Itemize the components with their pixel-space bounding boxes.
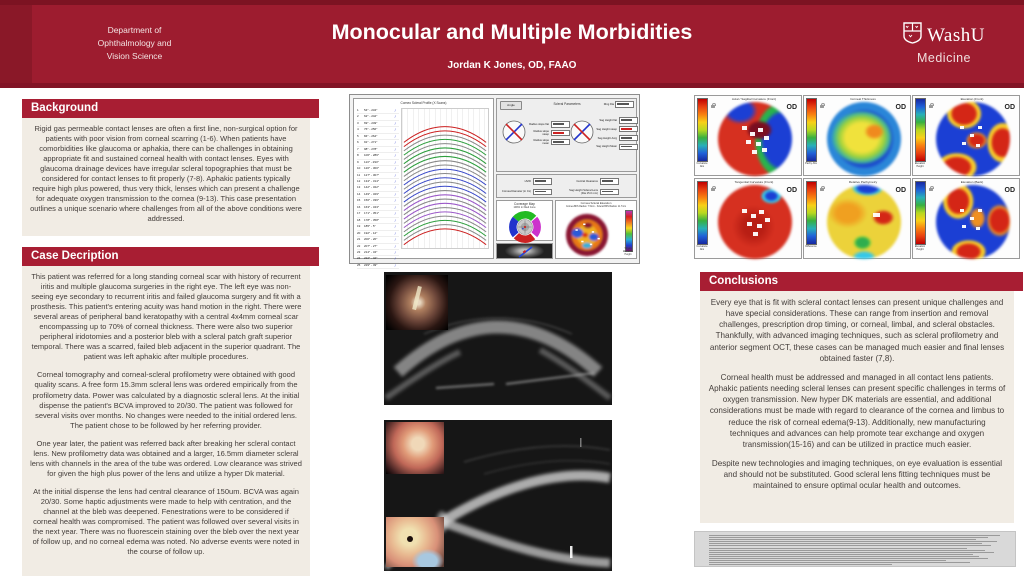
field-row (499, 178, 552, 185)
field-row (528, 121, 570, 128)
measurement-chips (742, 126, 747, 130)
field-value (619, 117, 638, 124)
scan-row: 20 192° - 12° ∕ (357, 231, 399, 237)
banner-bottom-strip (0, 83, 1024, 88)
eye-label: OD (786, 104, 797, 111)
scan-row: 5 84° - 264° ∕ (357, 134, 399, 140)
color-scale (697, 181, 708, 245)
lock-icon (929, 105, 933, 108)
scan-row: 12 134° - 314° ∕ (357, 179, 399, 185)
scan-icon: ∕ (394, 257, 397, 262)
scan-row: 23 214° - 34° ∕ (357, 250, 399, 256)
background-body (22, 118, 310, 236)
topo-map-image (830, 188, 898, 256)
reference-line (709, 560, 946, 561)
case-description-heading: Case Decription (22, 247, 319, 266)
scan-icon: ∕ (394, 231, 397, 236)
scan-icon: ∕ (394, 147, 397, 152)
scan-icon: ∕ (394, 224, 397, 229)
scan-row: 24 222° - 42° ∕ (357, 256, 399, 262)
scan-row: 22 207° - 27° ∕ (357, 244, 399, 250)
scan-icon: ∕ (394, 263, 397, 268)
eye-label: OD (895, 104, 906, 111)
radius-axis-dial (501, 119, 527, 145)
scan-row: 25 229° - 49° ∕ (357, 263, 399, 269)
field-row (499, 189, 552, 196)
reference-line (709, 556, 979, 557)
scan-row: 14 149° - 329° ∕ (357, 192, 399, 198)
map-title: Elevation (Back) (960, 180, 984, 184)
profile-curves-plot (401, 108, 489, 249)
scan-icon: ∕ (394, 128, 397, 132)
scan-icon: ∕ (394, 199, 397, 203)
field-row (566, 178, 619, 185)
scan-row: 1 54° - 234° ∕ (357, 108, 399, 114)
field-row (528, 130, 570, 137)
topo-map-image (939, 105, 1007, 173)
topo-map-corneal-thickness (803, 95, 911, 176)
case-description-body (22, 266, 310, 576)
banner-left-strip (0, 5, 32, 83)
scan-icon: ∕ (394, 140, 397, 145)
elevation-panel (555, 200, 637, 259)
conclusions-body (700, 291, 1014, 523)
reference-line (709, 548, 967, 549)
field-label: Sag Height Avrg (597, 136, 617, 140)
coverage-subtitle: 100% in fitted zone (513, 206, 536, 210)
scan-icon: ∕ (394, 205, 397, 210)
scan-icon: ∕ (394, 244, 397, 249)
color-scale (806, 181, 817, 245)
map-title: Elevation (Front) (960, 97, 984, 101)
case-paragraph-4: At the initial dispense the lens had central clearance of 150um. BCVA was again 20/30. Some haptic adjustments were made to help with centration, and the channel at the bleb was deepened. Fenestrations were to be considered if corneal health was compromised. The patient was followed over several visits in the next year. There was no fluorescein staining over the bleb over the next year of follow up, and no corneal edema was noted. No adverse events were noted in the course of follow up. (32, 486, 300, 557)
lock-icon (929, 188, 933, 191)
field-label: Sag Height Scleral Lens (Dia 15.0 mm) (569, 188, 598, 195)
ring-dia-value (615, 101, 634, 108)
reference-line (709, 550, 985, 551)
topo-map-elevation-back (912, 178, 1020, 259)
color-scale-caption: Pachy Abs (805, 162, 817, 165)
profile-title: Corneo Scleral Profile (X Scans) (400, 101, 447, 105)
measurement-chips (960, 126, 964, 129)
field-label: Radius slope steep (533, 130, 549, 137)
color-scale (915, 181, 926, 245)
topo-map-image (939, 188, 1007, 256)
eye-photo-inset (386, 275, 448, 330)
eye-label: OD (1004, 104, 1015, 111)
scan-icon: ∕ (394, 218, 397, 223)
scan-row: 17 171° - 351° ∕ (357, 211, 399, 217)
banner-top-strip (0, 0, 1024, 5)
field-row (566, 189, 619, 196)
scan-icon: ∕ (394, 134, 397, 139)
scan-row: 13 142° - 322° ∕ (357, 185, 399, 191)
eye-label: OD (895, 187, 906, 194)
reference-line (709, 535, 1000, 536)
params-title: Scleral Parameters (553, 102, 581, 106)
washu-medicine-label: Medicine (916, 51, 972, 65)
lock-icon (820, 105, 824, 108)
coverage-map-panel (496, 200, 553, 241)
poster-title: Monocular and Multiple Morbidities (331, 20, 693, 44)
scan-row: 15 156° - 336° ∕ (357, 198, 399, 204)
field-row (596, 117, 638, 124)
elevation-title: Cornea Scleral Elevation (580, 201, 612, 205)
field-row (528, 139, 570, 146)
color-scale (697, 98, 708, 162)
reference-line (709, 537, 988, 538)
department-line: Ophthalmology and (97, 38, 172, 49)
conclusions-paragraph-3: Despite new technologies and imaging techniques, on eye evaluation is essential and should not be substituted. Good scleral lens fitting techniques must be maintained to ensure optimal ocular health and outcomes. (711, 459, 1003, 491)
conclusions-heading: Conclusions (700, 272, 1023, 291)
field-label: HVID (524, 179, 531, 183)
map-title: Tangential Curvature (Front) (734, 180, 774, 184)
scan-row: 16 163° - 343° ∕ (357, 205, 399, 211)
topo-map-elevation-front (912, 95, 1020, 176)
department-line: Vision Science (106, 51, 163, 62)
color-scale-caption: Elevation Height (914, 245, 926, 251)
field-label: Radius slope mean (533, 139, 549, 146)
scan-icon: ∕ (394, 211, 397, 216)
scan-row: 4 76° - 256° ∕ (357, 127, 399, 133)
lock-icon (711, 188, 715, 191)
elevation-map (564, 212, 610, 258)
field-label: Sag Height flat (599, 118, 617, 122)
scan-row: 18 178° - 358° ∕ (357, 218, 399, 224)
reference-line (709, 562, 970, 563)
sag-axis-dial (569, 119, 595, 145)
coverage-title: Coverage Map (514, 202, 535, 206)
reference-line (709, 564, 892, 565)
eye-label: OD (1004, 187, 1015, 194)
washu-logo (878, 22, 1010, 65)
reference-line (709, 539, 976, 540)
case-paragraph-1: This patient was referred for a long standing corneal scar with history of recurrent iritis and multiple glaucoma surgeries in the right eye. The left eye was non-seeing eye secondary to recurrent iritis and failed glaucoma surgery and fit with a prosthesis. This patient's entering acuity was hand motion in the right. There were several areas of peripheral band keratopathy with a central 4x4mm corneal scar encompassing up to 70% of corneal thickness. There were also two superior peripheral iridotomies and a posterior bleb with a scleral patch graft superior temporal. There was a scarred, failed bleb adjacent in the superior quadrant. The patient was left aphakic after multiple procedures. (30, 272, 302, 362)
department-text (42, 24, 227, 64)
lock-icon (711, 105, 715, 108)
field-value (619, 135, 638, 142)
color-scale (806, 98, 817, 162)
field-label: Radius slope flat (529, 122, 549, 126)
hvid-fields (499, 178, 552, 195)
scan-row: 2 62° - 242° ∕ (357, 114, 399, 120)
color-scale-caption: Curvature Abs (696, 162, 708, 168)
topo-map-relative-pachymetry (803, 178, 911, 259)
background-paragraph: Rigid gas permeable contact lenses are often a first line, non-surgical option for patients with poor vision from corneal scarring (1-6). When patients have comorbidities like glaucoma or aphakia, there can be challenges in obtaining appropriate fit and sustained corneal health with contact lenses. Eyes with glaucoma drainage devices have irregular scleral topographies that must be considered for contact lenses to fit properly (7-8). Aphakic patients typically require high plus powered, thus very thick, lenses which can present a challenge for adequate oxygen transmission to the cornea (9-13). This case presentation outlines a unique scenario where challenges from all of the above conditions were addressed. (30, 124, 302, 224)
field-label: Sag Height Mean (596, 145, 617, 149)
measurement-fields-panel (496, 174, 637, 198)
reference-line (709, 558, 988, 559)
measurement-chips (873, 213, 880, 217)
scan-icon: ∕ (394, 121, 397, 126)
scan-icon: ∕ (394, 192, 397, 197)
topo-map-axial-curvature-front (694, 95, 802, 176)
profilometry-software-screenshot (349, 94, 640, 268)
scan-icon: ∕ (394, 160, 397, 165)
scan-row: 10 120° - 300° ∕ (357, 166, 399, 172)
field-value (533, 189, 552, 196)
scan-row: 19 185° - 5° ∕ (357, 224, 399, 230)
poster-author: Jordan K Jones, OD, FAAO (447, 60, 577, 71)
field-label: Cornea Diameter (in Cx) (501, 190, 531, 194)
scleral-parameters-panel (496, 98, 637, 172)
header-banner (0, 0, 1024, 88)
reference-line (709, 543, 982, 544)
topo-map-tangential-curvature-front (694, 178, 802, 259)
lock-icon (820, 188, 824, 191)
references-box (694, 531, 1016, 567)
scan-row: 21 200° - 20° ∕ (357, 237, 399, 243)
scan-icon: ∕ (394, 115, 397, 120)
field-value (600, 178, 619, 185)
angle-button: Angle (500, 101, 522, 110)
field-label: Sag Height steep (596, 127, 617, 131)
scan-icon: ∕ (394, 250, 397, 255)
measurement-chips (742, 209, 747, 213)
radius-fields (528, 121, 570, 145)
scan-row: 6 91° - 271° ∕ (357, 140, 399, 146)
map-title: Relative Pachymetry (848, 180, 878, 184)
field-value (533, 178, 552, 185)
conclusions-paragraph-2: Corneal health must be addressed and managed in all contact lens patients. Aphakic patients needing scleral lenses can present specific challenges in terms of oxygen transmission. New hyper DK materials are essential, and additional considerations must be made with regard to clearance of the cornea and limbus to reduce the risk of corneal edema(9-13). Additionally, new manufacturing techniques and advances can help promote tear exchange and oxygen transmission(15-16) and can be utilized in practice much easier. (708, 372, 1006, 449)
eye-preview-panel (496, 243, 553, 259)
ring-dia-field (604, 101, 634, 108)
clearance-fields (566, 178, 619, 195)
field-value (551, 139, 570, 146)
coverage-map (508, 212, 542, 242)
scan-icon: ∕ (394, 153, 397, 158)
topo-map-image (721, 188, 789, 256)
background-heading: Background (22, 99, 319, 118)
map-title: Axial / Sagittal Curvature (Front) (731, 97, 777, 101)
washu-wordmark: WashU (927, 24, 985, 46)
color-scale-caption: Difference (805, 245, 817, 248)
field-value (551, 130, 570, 137)
reference-line (709, 552, 994, 553)
scan-row: 9 113° - 293° ∕ (357, 160, 399, 166)
topo-map-image (721, 105, 789, 173)
eye-label: OD (786, 187, 797, 194)
conclusions-paragraph-1: Every eye that is fit with scleral contact lenses can present unique challenges and have special considerations. These can range from insertion and removal challenges, prescription drop timing, or corneal, limbal, and scleral obstacles. Thankfully, with advanced imaging techniques, such as scleral profilometry and anterior segment OCT, these cases can be managed much easier and final lenses obtained faster (7,8). (709, 298, 1005, 363)
field-value (619, 144, 638, 151)
department-line: Department of (107, 25, 162, 35)
color-scale-caption: Elevation Height (914, 162, 926, 168)
profile-panel (353, 98, 494, 268)
oct-image-bleb (384, 420, 612, 571)
scan-icon: ∕ (394, 237, 397, 242)
reference-line (709, 554, 973, 555)
field-label: Central Clearance (576, 179, 598, 183)
meridian-arrow (497, 244, 554, 260)
scan-row: 3 69° - 249° ∕ (357, 121, 399, 127)
scan-list (357, 108, 399, 268)
case-paragraph-3: One year later, the patient was referred back after breaking her scleral contact lens. New profilometry data was obtained and a larger, 16.5mm diameter scleral lens with channels in the area of the tube was ordered. Low clearance was strived for given the high plus power of the lens and utilize a hyper Dk material. (30, 438, 302, 478)
reference-line (709, 541, 997, 542)
topo-grid (694, 95, 1021, 260)
oct-image-cornea (384, 272, 612, 405)
color-scale-caption: Curvature Abs (696, 245, 708, 251)
case-paragraph-2: Corneal tomography and corneal-scleral profilometry were obtained with good quality scans. A free form 15.3mm scleral lens was ordered empirically from the profilometry data. Power was calculated by a diagnostic scleral lens. At the initial dispense the patient's BCVA improved to 20/30. The patient was followed for several visits over months. No changes were needed to the initial ordered lens. The patient chose to be followed by her referring provider. (32, 370, 300, 430)
measurement-chips (960, 209, 964, 212)
elevation-subtitle: Cornea BFS Radius: 7.5mm - Scleral BFS Radius: 11.7mm (565, 205, 627, 208)
field-value (600, 189, 619, 196)
field-value (551, 121, 570, 128)
topo-map-image (830, 105, 898, 173)
elevation-color-scale (625, 210, 633, 252)
eye-photo-inset (386, 517, 444, 567)
reference-line (709, 545, 991, 546)
shield-icon (903, 22, 922, 49)
scan-icon: ∕ (394, 186, 397, 191)
scan-icon: ∕ (394, 179, 397, 184)
sag-fields (596, 117, 638, 150)
scan-icon: ∕ (394, 108, 397, 113)
scan-row: 11 127° - 307° ∕ (357, 173, 399, 179)
ring-dia-label: Ring Dia (603, 102, 614, 106)
eye-photo-inset (386, 422, 444, 474)
scan-row: 8 106° - 286° ∕ (357, 153, 399, 159)
scan-icon: ∕ (394, 173, 397, 178)
elevation-scale-label: 50 μm Elevation Height (623, 247, 633, 257)
field-value (619, 126, 638, 133)
field-row (596, 126, 638, 133)
color-scale (915, 98, 926, 162)
field-row (596, 135, 638, 142)
field-row (596, 144, 638, 151)
scan-row: 7 98° - 278° ∕ (357, 147, 399, 153)
scan-icon: ∕ (394, 166, 397, 171)
map-title: Corneal Thickness (850, 97, 876, 101)
